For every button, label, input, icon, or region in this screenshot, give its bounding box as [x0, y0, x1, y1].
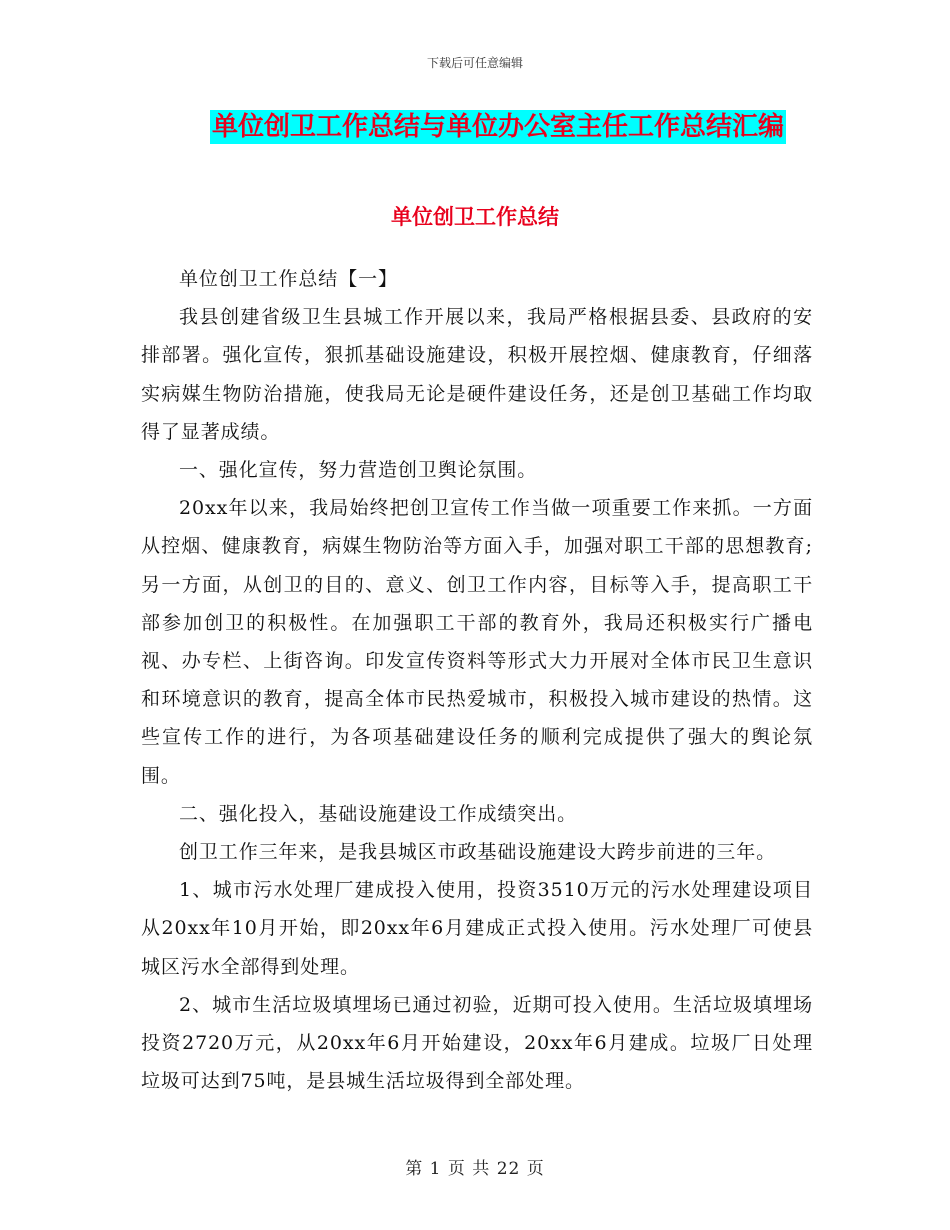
document-title-text: 单位创卫工作总结与单位办公室主任工作总结汇编 — [211, 112, 784, 142]
header-note: 下载后可任意编辑 — [426, 56, 523, 70]
paragraph: 创卫工作三年来，是我县城区市政基础设施建设大跨步前进的三年。 — [179, 841, 777, 864]
paragraph-heading: 一、强化宣传，努力营造创卫舆论氛围。 — [179, 459, 538, 482]
paragraph-heading: 二、强化投入，基础设施建设工作成绩突出。 — [179, 802, 578, 825]
page-footer: 第 1 页 共 22 页 — [405, 1159, 545, 1179]
document-title — [0, 110, 950, 144]
document-body — [141, 220, 813, 1100]
paragraph: 2、城市生活垃圾填埋场已通过初验，近期可投入使用。生活垃圾填埋场投资2720万元，从20xx年6月开始建设，20xx年6月建成。垃圾厂日处理垃圾可达到75吨，是县城生活垃圾得到全部处理。 — [141, 993, 813, 1093]
section-title: 单位创卫工作总结 — [391, 205, 559, 229]
paragraph: 1、城市污水处理厂建成投入使用，投资3510万元的污水处理建设项目从20xx年10月开始，即20xx年6月建成正式投入使用。污水处理厂可使县城区污水全部得到处理。 — [141, 879, 813, 978]
paragraph-subheading: 单位创卫工作总结【一】 — [179, 268, 398, 290]
paragraph: 20xx年以来，我局始终把创卫宣传工作当做一项重要工作来抓。一方面从控烟、健康教育，病媒生物防治等方面入手，加强对职工干部的思想教育;另一方面，从创卫的目的、意义、创卫工作内容，目标等入手，提高职工干部参加创卫的积极性。在加强职工干部的教育外，我局还积极实行广播电视、办专栏、上街咨询。印发宣传资料等形式大力开展对全体市民卫生意识和环境意识的教育，提高全体市民热爱城市，积极投入城市建设的热情。这些宣传工作的进行，为各项基础建设任务的顺利完成提供了强大的舆论氛围。 — [141, 497, 813, 787]
paragraph: 我县创建省级卫生县城工作开展以来，我局严格根据县委、县政府的安排部署。强化宣传，狠抓基础设施建设，积极开展控烟、健康教育，仔细落实病媒生物防治措施，使我局无论是硬件建设任务，还是创卫基础工作均取得了显著成绩。 — [141, 306, 813, 443]
